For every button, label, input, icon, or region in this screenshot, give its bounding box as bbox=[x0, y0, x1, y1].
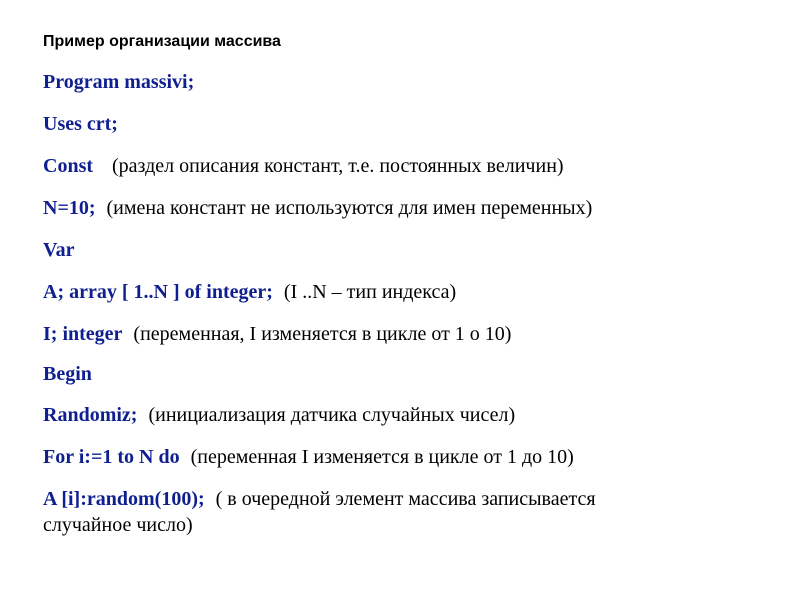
slide-title: Пример организации массива bbox=[43, 33, 281, 50]
code-line-random bbox=[43, 487, 596, 512]
comment-text: (I ..N – тип индекса) bbox=[283, 281, 457, 303]
code-line-program bbox=[43, 70, 194, 95]
code-text: Uses crt; bbox=[43, 113, 118, 135]
code-line-random-continued bbox=[43, 513, 193, 538]
comment-text: (раздел описания констант, т.е. постоянных величин) bbox=[112, 155, 564, 177]
comment-text: (инициализация датчика случайных чисел) bbox=[148, 404, 516, 426]
comment-text: (переменная, I изменяется в цикле от 1 о 10) bbox=[133, 323, 512, 345]
code-line-array bbox=[43, 280, 456, 305]
comment-text: (имена констант не используются для имен переменных) bbox=[106, 197, 593, 219]
comment-text: (переменная I изменяется в цикле от 1 до 10) bbox=[190, 446, 574, 468]
code-line-uses bbox=[43, 112, 118, 137]
code-text: Program massivi; bbox=[43, 71, 195, 93]
code-text: Const bbox=[43, 155, 94, 177]
code-text: For i:=1 to N do bbox=[43, 446, 180, 468]
code-text: Randomiz; bbox=[43, 404, 138, 426]
code-text: A; array [ 1..N ] of integer; bbox=[43, 281, 273, 303]
comment-text: случайное число) bbox=[43, 514, 193, 536]
code-text: Var bbox=[43, 239, 75, 261]
code-line-integer bbox=[43, 322, 511, 347]
code-line-randomiz bbox=[43, 403, 515, 428]
code-line-for bbox=[43, 445, 574, 470]
code-line-const bbox=[43, 154, 564, 179]
code-text: N=10; bbox=[43, 197, 96, 219]
code-text: A [i]:random(100); bbox=[43, 488, 205, 510]
code-text: Begin bbox=[43, 363, 92, 385]
code-line-var bbox=[43, 238, 74, 263]
code-line-begin bbox=[43, 362, 92, 387]
comment-text: ( в очередной элемент массива записывается bbox=[215, 488, 596, 510]
code-text: I; integer bbox=[43, 323, 123, 345]
code-line-n bbox=[43, 196, 592, 221]
